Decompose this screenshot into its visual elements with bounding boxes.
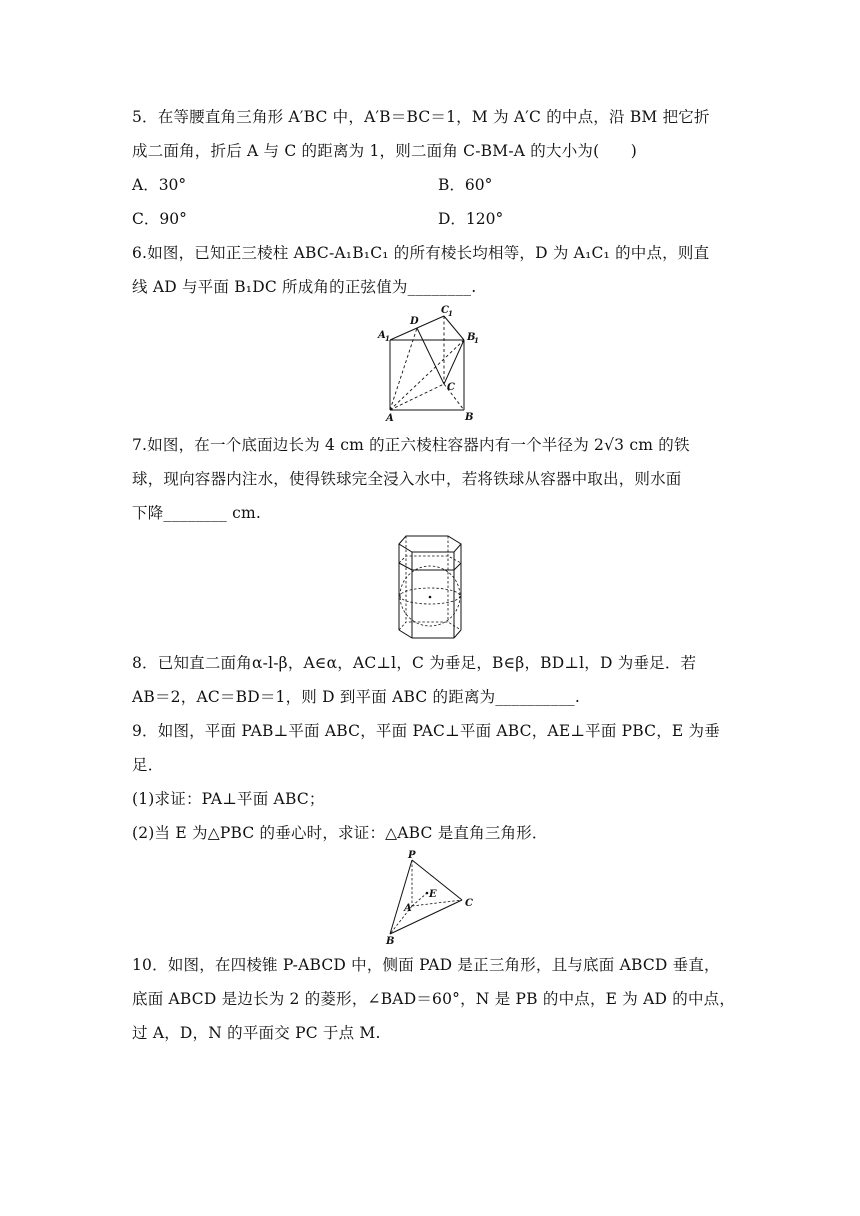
- label-c: C: [447, 382, 455, 393]
- label-a: A: [404, 903, 412, 914]
- q8-line-2: AB＝2，AC＝BD＝1，则 D 到平面 ABC 的距离为__________.: [132, 688, 580, 706]
- q6-line-1: 6.如图，已知正三棱柱 ABC-A₁B₁C₁ 的所有棱长均相等，D 为 A₁C₁ 的中点，则直: [132, 244, 710, 262]
- q10-line-1: 10．如图，在四棱锥 P-ABCD 中，侧面 PAD 是正三角形，且与底面 ABCD 垂直，: [132, 956, 720, 974]
- q9-part-1: (1)求证：PA⊥平面 ABC；: [132, 790, 325, 808]
- q5-line-1: 5．在等腰直角三角形 A′BC 中，A′B＝BC＝1，M 为 A′C 的中点，沿 BM 把它折: [132, 108, 710, 126]
- q9-part-2: (2)当 E 为△PBC 的垂心时，求证：△ABC 是直角三角形．: [132, 824, 548, 842]
- q8-line-1: 8．已知直二面角α-l-β，A∈α，AC⊥l，C 为垂足，B∈β，BD⊥l，D 为垂足．若: [132, 654, 697, 672]
- q6-line-2: 线 AD 与平面 B₁DC 所成角的正弦值为________.: [132, 278, 477, 296]
- figure-prism: [372, 300, 492, 424]
- q5-option-a: A．30°: [132, 176, 187, 194]
- q7-line-2: 球，现向容器内注水，使得铁球完全浸入水中，若将铁球从容器中取出，则水面: [132, 470, 682, 488]
- label-b1-sub: 1: [474, 336, 479, 345]
- q9-line-1: 9．如图，平面 PAB⊥平面 ABC，平面 PAC⊥平面 ABC，AE⊥平面 PBC，E 为垂: [132, 722, 720, 740]
- q5-option-c: C．90°: [132, 210, 187, 228]
- label-c1-sub: 1: [448, 309, 453, 318]
- label-c: C: [465, 898, 473, 909]
- figure-hexagonal-prism: [394, 530, 468, 644]
- q5-option-d: D．120°: [438, 210, 504, 228]
- figure-tetrahedron: [382, 848, 478, 948]
- label-b1: B: [467, 332, 476, 343]
- label-a: A: [386, 413, 394, 424]
- label-c1: C: [441, 305, 449, 316]
- q5-option-b: B．60°: [438, 176, 493, 194]
- label-a1-sub: 1: [385, 334, 390, 343]
- label-e: E: [429, 889, 437, 900]
- q5-line-2: 成二面角，折后 A 与 C 的距离为 1，则二面角 C-BM-A 的大小为( ): [132, 142, 637, 160]
- q10-line-3: 过 A，D，N 的平面交 PC 于点 M.: [132, 1024, 381, 1042]
- q9-line-2: 足．: [132, 756, 164, 774]
- label-b: B: [465, 412, 474, 423]
- label-p: P: [408, 850, 416, 861]
- label-b: B: [386, 936, 395, 947]
- q10-line-2: 底面 ABCD 是边长为 2 的菱形，∠BAD＝60°，N 是 PB 的中点，E 为 AD 的中点，: [132, 990, 736, 1008]
- label-a1: A: [378, 330, 386, 341]
- q7-line-3: 下降________ cm.: [132, 504, 262, 522]
- label-d: D: [410, 316, 419, 327]
- q7-line-1: 7.如图，在一个底面边长为 4 cm 的正六棱柱容器内有一个半径为 2√3 cm 的铁: [132, 436, 690, 454]
